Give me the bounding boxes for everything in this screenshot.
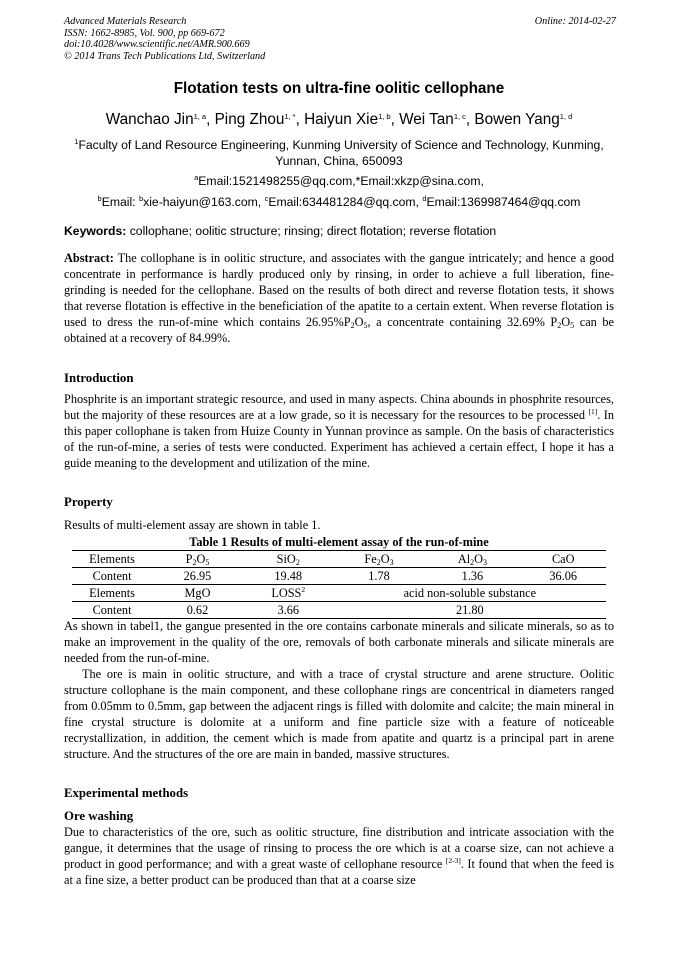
author-sep: , <box>295 111 305 128</box>
property-paragraph-2: The ore is main in oolitic structure, and with a trace of crystal structure and arene structure. Oolitic structure collophane is the main component, and these collophane rings are concentrical in diameters ranged from 0.05mm to 0.5mm, gap between the adjacent rings is filled with dolomite and calcite; the main mineral in fine crystal structure is dolomite at a uniform and fine particle size with a feature of noticeable recrystallization, in addition, the cement which is made from apatite and quartz is a principal part in arene structure. And the structures of the ore are main in banded, massive structures. <box>64 667 614 761</box>
author-sup: 1, a <box>193 112 207 121</box>
table-cell: 1.36 <box>424 568 520 585</box>
author-sep: , <box>206 111 215 128</box>
author-sup: 1, d <box>559 112 573 121</box>
formula-part: O <box>196 552 206 566</box>
citation-ref: [1] <box>588 406 598 416</box>
affiliation-text: Faculty of Land Resource Engineering, Kunming University of Science and Technology, Kunming, Yunnan, China, 650093 <box>78 138 604 168</box>
author-sup: 1, c <box>453 112 466 121</box>
table-cell: 0.62 <box>152 602 243 619</box>
abstract-text: O <box>561 314 571 329</box>
ore-washing-paragraph <box>64 825 614 889</box>
subscript: 2 <box>350 320 355 330</box>
section-heading-property: Property <box>64 495 113 509</box>
journal-name: Advanced Materials Research <box>64 16 187 27</box>
email-text: Email:1369987464@qq.com <box>426 195 581 209</box>
author-sup: 1, * <box>284 112 296 121</box>
abstract-label: Abstract: <box>64 251 114 265</box>
table-cell: Content <box>72 602 152 619</box>
property-intro: Results of multi-element assay are shown in table 1. <box>64 518 321 532</box>
email-sup: a <box>194 173 199 182</box>
citation-ref: [2-3] <box>445 855 461 865</box>
table-cell: Elements <box>72 585 152 602</box>
email-sup: b <box>97 194 102 203</box>
subsection-heading-ore-washing: Ore washing <box>64 809 134 823</box>
section-heading-methods: Experimental methods <box>64 786 189 800</box>
author-name: Bowen Yang <box>474 111 560 128</box>
table-cell: acid non-soluble substance <box>334 585 606 602</box>
email-line-1 <box>0 174 678 188</box>
formula-part: SiO <box>276 552 296 566</box>
table-cell: Content <box>72 568 152 585</box>
table-cell: 36.06 <box>521 568 607 585</box>
email-text: Email:1521498255@qq.com,*Email:xkzp@sina.com, <box>198 174 484 188</box>
introduction-paragraph <box>64 392 614 472</box>
body-text: . In this paper collophane is taken from Huize County in Yunnan province as sample. On the basis of characteristics of the run-of-mine, a series of tests were conducted. Experiment has achieved a certain effect, I hope it has a guide meaning to the development and utilization of the mine. <box>64 407 614 470</box>
table-row <box>72 568 606 585</box>
table-cell: 3.66 <box>243 602 334 619</box>
table-cell <box>243 585 334 602</box>
author-sep: , <box>465 111 475 128</box>
formula-part: Al <box>457 552 471 566</box>
email-text: xie-haiyun@163.com, <box>143 195 265 209</box>
formula-part: LOSS <box>271 586 302 600</box>
keywords-label: Keywords: <box>64 224 127 238</box>
table-cell <box>152 551 243 568</box>
subscript: 5 <box>570 320 575 330</box>
subscript: 5 <box>363 320 368 330</box>
table-cell: 26.95 <box>152 568 243 585</box>
online-date: Online: 2014-02-27 <box>534 16 616 27</box>
body-text: Due to characteristics of the ore, such as oolitic structure, fine distribution and intricate association with the gangue, it determines that the usage of rinsing to process the ore which is at a coarse size, can not achieve a product in good performance; and with a great waste of cellophane resource <box>64 825 614 871</box>
doi-line: doi:10.4028/www.scientific.net/AMR.900.669 <box>64 39 250 51</box>
abstract-text: can be obtained at a recovery of 84.99%. <box>64 314 614 345</box>
formula-part: Fe <box>364 552 377 566</box>
email-line-2 <box>0 195 678 209</box>
subscript: 2 <box>295 558 300 567</box>
issn-line: ISSN: 1662-8985, Vol. 900, pp 669-672 <box>64 27 225 39</box>
table-cell <box>243 551 334 568</box>
table-row <box>72 602 606 619</box>
table-cell <box>334 551 425 568</box>
keywords-text: collophane; oolitic structure; rinsing; direct flotation; reverse flotation <box>126 224 497 238</box>
affiliation-sup: 1 <box>74 137 79 146</box>
journal-header <box>64 16 265 62</box>
copyright-line: © 2014 Trans Tech Publications Ltd, Switzerland <box>64 50 266 62</box>
subscript: 3 <box>483 558 488 567</box>
email-sup: c <box>264 194 269 203</box>
body-text: Phosphrite is an important strategic resource, and used in many aspects. China abounds in phosphrite resources, but the majority of these resources are at a low grade, so it is necessary for the resources to be processed <box>64 392 614 422</box>
subscript: 2 <box>557 320 562 330</box>
formula-part: O <box>474 552 484 566</box>
paper-title: Flotation tests on ultra-fine oolitic cellophane <box>173 80 505 97</box>
author-name: Haiyun Xie <box>304 111 379 128</box>
email-sup: b <box>138 194 144 203</box>
abstract-text: O <box>354 314 364 329</box>
table-cell: 21.80 <box>334 602 606 619</box>
subscript: 5 <box>205 558 210 567</box>
table-cell: MgO <box>152 585 243 602</box>
author-sep: , <box>390 111 400 128</box>
section-heading-introduction: Introduction <box>64 371 134 385</box>
email-sup: d <box>422 194 427 203</box>
table-caption: Table 1 Results of multi-element assay of the run-of-mine <box>189 535 489 549</box>
email-text: Email:634481284@qq.com, <box>268 195 423 209</box>
table-cell: 19.48 <box>243 568 334 585</box>
property-paragraph-1: As shown in tabel1, the gangue presented in the ore contains carbonate minerals and silicate minerals, so as to make an improvement in the quality of the ore, removals of both carbonate minerals and silicate minerals are needed from the run-of-mine. <box>64 619 614 665</box>
formula-part: O <box>380 552 390 566</box>
body-text: . It found that when the feed is at a fine size, a better product can be produced than that at a coarse size <box>64 856 614 887</box>
keywords <box>64 224 496 238</box>
affiliation <box>64 137 614 169</box>
table-cell <box>424 551 520 568</box>
author-name: Ping Zhou <box>214 111 285 128</box>
subscript: 2 <box>376 558 381 567</box>
subscript: 2 <box>470 558 475 567</box>
table-row <box>72 551 606 568</box>
author-sup: 1, b <box>378 112 391 121</box>
email-text: Email: <box>101 195 139 209</box>
author-name: Wanchao Jin <box>105 111 194 128</box>
superscript: 2 <box>301 585 306 594</box>
subscript: 2 <box>192 558 197 567</box>
table-row <box>72 585 606 602</box>
abstract <box>64 251 614 346</box>
subscript: 3 <box>389 558 394 567</box>
table-cell: CaO <box>521 551 607 568</box>
author-list <box>0 111 678 129</box>
abstract-text: , a concentrate containing 32.69% P <box>367 314 558 329</box>
author-name: Wei Tan <box>399 111 454 128</box>
table-cell: Elements <box>72 551 152 568</box>
assay-table <box>72 550 606 619</box>
formula-part: P <box>185 552 193 566</box>
table-cell: 1.78 <box>334 568 425 585</box>
abstract-text: The collophane is in oolitic structure, and associates with the gangue intricately; and hence a good concentrate in performance is hardly produced only by rinsing, in order to achieve a full liberation, fine-grinding is needed for the cellophane. Based on the results of both direct and reverse flotation tests, it shows that reverse flotation is effective in the beneficiation of the apatite to a certain extent. When reverse flotation is used to dress the run-of-mine which contains 26.95%P <box>64 251 614 329</box>
